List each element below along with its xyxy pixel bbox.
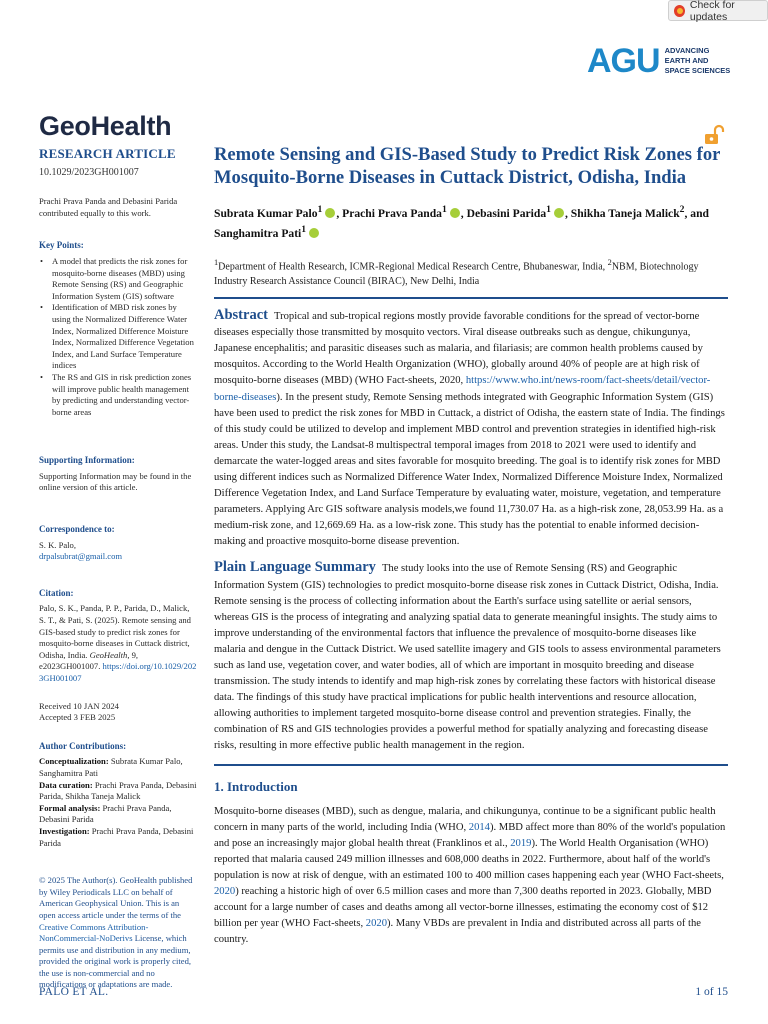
who-factsheet-link[interactable]: https://www.who.int/news-room/fact-sheets/detail/vector-borne-diseases (214, 375, 711, 403)
citation-doi-link[interactable]: https://doi.org/10.1029/2023GH001007 (39, 661, 197, 683)
agu-tagline-line2: EARTH AND (664, 56, 709, 65)
author-name: Shikha Taneja Malick (570, 206, 680, 220)
correspondence-email-link[interactable]: drpalsubrat@gmail.com (39, 551, 123, 562)
contribution-names: Subrata Kumar Palo, Sanghamitra Pati (39, 756, 183, 778)
agu-logo (587, 44, 730, 78)
article-doi: 10.1029/2023GH001007 (39, 166, 139, 178)
author-affil-sup: 1 (301, 223, 307, 235)
reference-link[interactable]: 2019 (510, 837, 532, 849)
citation-journal: GeoHealth (89, 649, 128, 660)
intro-text: ) reaching a historic high of over 6.5 million cases and more than 7,300 deaths reported in 2023. Globally, MBD account for a large number of cases and deaths among all vector-borne illnesses, estimating the economy cost of $12 billion per year (WHO Fact-sheets, (214, 886, 712, 930)
introduction-heading: 1. Introduction (214, 778, 298, 794)
contribution-item (39, 780, 197, 803)
check-for-updates-label: Check for updates (689, 0, 735, 23)
reference-link[interactable]: 2014 (468, 821, 490, 833)
contribution-names: Prachi Prava Panda, Debasini Parida (39, 825, 194, 848)
supporting-heading: Supporting Information: (39, 455, 135, 466)
received-date: Received 10 JAN 2024 (39, 700, 119, 711)
author-separator: , and (684, 206, 709, 220)
affil-sup: 1 (214, 257, 219, 267)
contribution-role: Conceptualization: (39, 756, 109, 767)
license-link[interactable]: Creative Commons Attribution-NonCommercial-NoDerivs (39, 921, 149, 944)
affiliations (214, 256, 728, 289)
article-sidebar (39, 148, 197, 991)
author-affil-sup: 1 (441, 204, 447, 215)
orcid-icon[interactable] (554, 208, 564, 218)
pls-heading: Plain Language Summary (214, 559, 376, 576)
accepted-date: Accepted 3 FEB 2025 (39, 712, 116, 723)
affiliation-2: NBM, Biotechnology Industry Research Assistance Council (BIRAC), New Delhi, India (214, 261, 699, 287)
contribution-item (39, 756, 197, 779)
correspondence-heading: Correspondence to: (39, 524, 115, 535)
agu-tagline-line1: ADVANCING (664, 46, 710, 55)
author-name: Prachi Prava Panda (342, 206, 442, 220)
contribution-role: Data curation: (39, 779, 93, 790)
contribution-role: Investigation: (39, 825, 90, 836)
abstract-text-pre: Tropical and sub-tropical regions mostly provide favorable conditions for the spread of vector-borne diseases especially those transmitted by mosquito vectors. Viral disease outbreaks such as dengue, chikungunya, Japanese encephalitis; and parasitic diseases such as malaria, and filariasis; are common health problems caused by mosquitos. According to the World Health Organization (WHO), globally around 40% of people are at high risk of mosquito-borne diseases (MBD) (WHO Fact-sheets, 2020, (214, 311, 703, 387)
correspondence (39, 524, 197, 563)
contribution-names: Prachi Prava Panda, Debasini Parida, Shikha Taneja Malick (39, 779, 197, 802)
author-separator: , (460, 206, 467, 220)
author-name: Subrata Kumar Palo (214, 206, 318, 220)
check-for-updates-button[interactable] (668, 0, 768, 21)
open-access-lock-icon (703, 124, 725, 146)
contributions-heading: Author Contributions: (39, 740, 127, 751)
supporting-information (39, 455, 197, 494)
article-type: RESEARCH ARTICLE (39, 146, 176, 161)
article-dates (39, 701, 197, 724)
article-title: Remote Sensing and GIS-Based Study to Predict Risk Zones for Mosquito-Borne Diseases in Cuttack District, Odisha, India (214, 144, 721, 188)
contribution-item (39, 826, 197, 849)
section-divider (214, 297, 728, 299)
intro-text: ). Many VBDs are prevalent in India and distributed across all parts of the country. (214, 918, 701, 946)
contribution-names: Prachi Prava Panda, Debasini Parida (39, 802, 172, 825)
agu-logo-letters: AGU (587, 42, 660, 80)
contribution-note: Prachi Prava Panda and Debasini Parida contributed equally to this work. (39, 196, 178, 218)
key-point: • A model that predicts the risk zones for mosquito-borne diseases (MBD) using Remote Sensing (RS) and Geographic Information System (GIS) software (39, 256, 197, 302)
citation-text: Palo, S. K., Panda, P. P., Parida, D., Malick, S. T., & Pati, S. (2025). Remote sensing and GIS-based study to predict risk zones for mosquito-borne diseases in Cuttack district, Odisha, India. (39, 603, 191, 660)
author-name: Sanghamitra Pati (214, 226, 302, 240)
author-contributions (39, 741, 197, 849)
orcid-icon[interactable] (450, 208, 460, 218)
crossmark-icon (674, 5, 685, 17)
license-text-post: License, which permits use and distribution in any medium, provided the original work is properly cited, the use is non-commercial and no modifications or adaptations are made. (39, 933, 192, 990)
abstract-heading: Abstract (214, 307, 268, 324)
intro-text: ). MBD affect more than 80% of the world's population and pose an increasingly major global health threat (Franklinos et al., (214, 821, 726, 849)
intro-text: Mosquito-borne diseases (MBD), such as dengue, malaria, and chikungunya, continue to be a significant public health concern in many parts of the world, including India (WHO, (214, 805, 716, 833)
author-affil-sup: 1 (546, 204, 551, 215)
agu-tagline-line3: SPACE SCIENCES (664, 66, 731, 75)
author-affil-sup: 2 (679, 204, 685, 215)
key-points (39, 240, 197, 418)
agu-tagline (665, 46, 731, 76)
key-point: • Identification of MBD risk zones by using the Normalized Difference Water Index, Normalized Difference Moisture Index, Normalized Difference Vegetation Index, and Land Surface Temperature indices (39, 302, 197, 372)
intro-text: ). The World Health Organisation (WHO) reported that malaria caused 249 million illnesses and 608,000 deaths in 2022. Furthermore, about half of the world's population is now at risk of dengue, with an estimated 100 to 400 million cases happening each year (WHO Fact-sheets, (214, 837, 724, 881)
license-text-pre: © 2025 The Author(s). GeoHealth published by Wiley Periodicals LLC on behalf of American Geophysical Union. This is an open access article under the terms of the (39, 875, 193, 920)
license-notice (39, 875, 197, 991)
citation (39, 588, 197, 685)
introduction-paragraph (214, 804, 728, 949)
affil-sup: 2 (607, 257, 612, 267)
section-divider (214, 764, 728, 766)
author-affil-sup: 1 (317, 204, 323, 215)
author-separator: , (336, 206, 343, 220)
contribution-item (39, 803, 197, 826)
supporting-text: Supporting Information may be found in the online version of this article. (39, 470, 192, 493)
citation-volume: , 9, e2023GH001007. (39, 649, 139, 672)
page-number: 1 of 15 (695, 986, 728, 998)
author-name: Debasini Parida (466, 206, 547, 220)
article-main (214, 144, 728, 948)
orcid-icon[interactable] (309, 228, 319, 238)
abstract-text-post: ). In the present study, Remote Sensing methods integrated with Geographic Information System (GIS) have been used to predict the risk zones for MBD in Cuttack, a district of Odisha, the eastern state of India. The findings of this study could be utilized to develop and implement MBD control and prevention strategies in identified high-risk areas. Under this study, the Landsat-8 multispectral temporal images from 2018 to 2021 were used to identify and demarcate the water-logged areas and sites favorable for mosquito breeding. The goal is to identify risk zones for MBD using different indices such as Normalized Difference Water Index, Normalized Difference Moisture Index, Normalized Difference Vegetation Index, and Land Surface Temperature by evaluating water, moisture, vegetation, and temperature parameters. Applying Arc GIS software analysis models,we found 11,730.07 Ha. as a high-risk zone, 28,053.99 Ha. as a medium-risk zone, and 12,669.69 Ha. as a low-risk zone. This study has the potential to enable informed decision-making and proactive mosquito-borne disease prevention. (214, 391, 725, 548)
key-point: • The RS and GIS in risk prediction zones will improve public health management by predicting and understanding vector-borne areas (39, 372, 197, 418)
author-separator: , (564, 206, 571, 220)
pls-text: The study looks into the use of Remote Sensing (RS) and Geographic Information System (GIS) technologies to predict mosquito-borne disease risk zones in Cuttack District, Odisha, India. Remote sensing is the process of collecting information about the Earth's surface using satellite or aerial sensors, whereas GIS is the process of integrating and analyzing spatial data to generate meaningful insights. The study aims to improve understanding of the environmental factors that influence the prevalence of mosquito-borne diseases like malaria and dengue in the Cuttack District. We used satellite imagery and GIS tools to assess environmental parameters such as land use, vegetation cover, and water bodies, all of which are important in mosquito breeding and disease transmission. The study intends to identify and map high-risk zones by correlating these factors with historical disease data. The findings of this study have practical implications for public health interventions and resource allocation, allowing authorities to implement targeted mosquito-borne disease control and prevention strategies. Finally, the combination of RS and GIS technologies provides a powerful method for spatially analyzing and forecasting disease risks, resulting in more effective public health management in the region. (214, 563, 721, 752)
key-points-heading: Key Points: (39, 240, 84, 251)
author-list (214, 202, 728, 242)
orcid-icon[interactable] (325, 208, 335, 218)
contribution-role: Formal analysis: (39, 802, 101, 813)
affiliation-1: Department of Health Research, ICMR-Regional Medical Research Centre, Bhubaneswar, India, (218, 261, 608, 273)
abstract (214, 307, 728, 550)
plain-language-summary (214, 559, 728, 754)
correspondence-name: S. K. Palo, (39, 539, 77, 550)
citation-heading: Citation: (39, 587, 74, 598)
running-author-footer: PALO ET AL. (39, 986, 109, 998)
reference-link[interactable]: 2020 (365, 918, 387, 930)
reference-link[interactable]: 2020 (214, 886, 236, 898)
journal-name: GeoHealth (39, 111, 172, 141)
